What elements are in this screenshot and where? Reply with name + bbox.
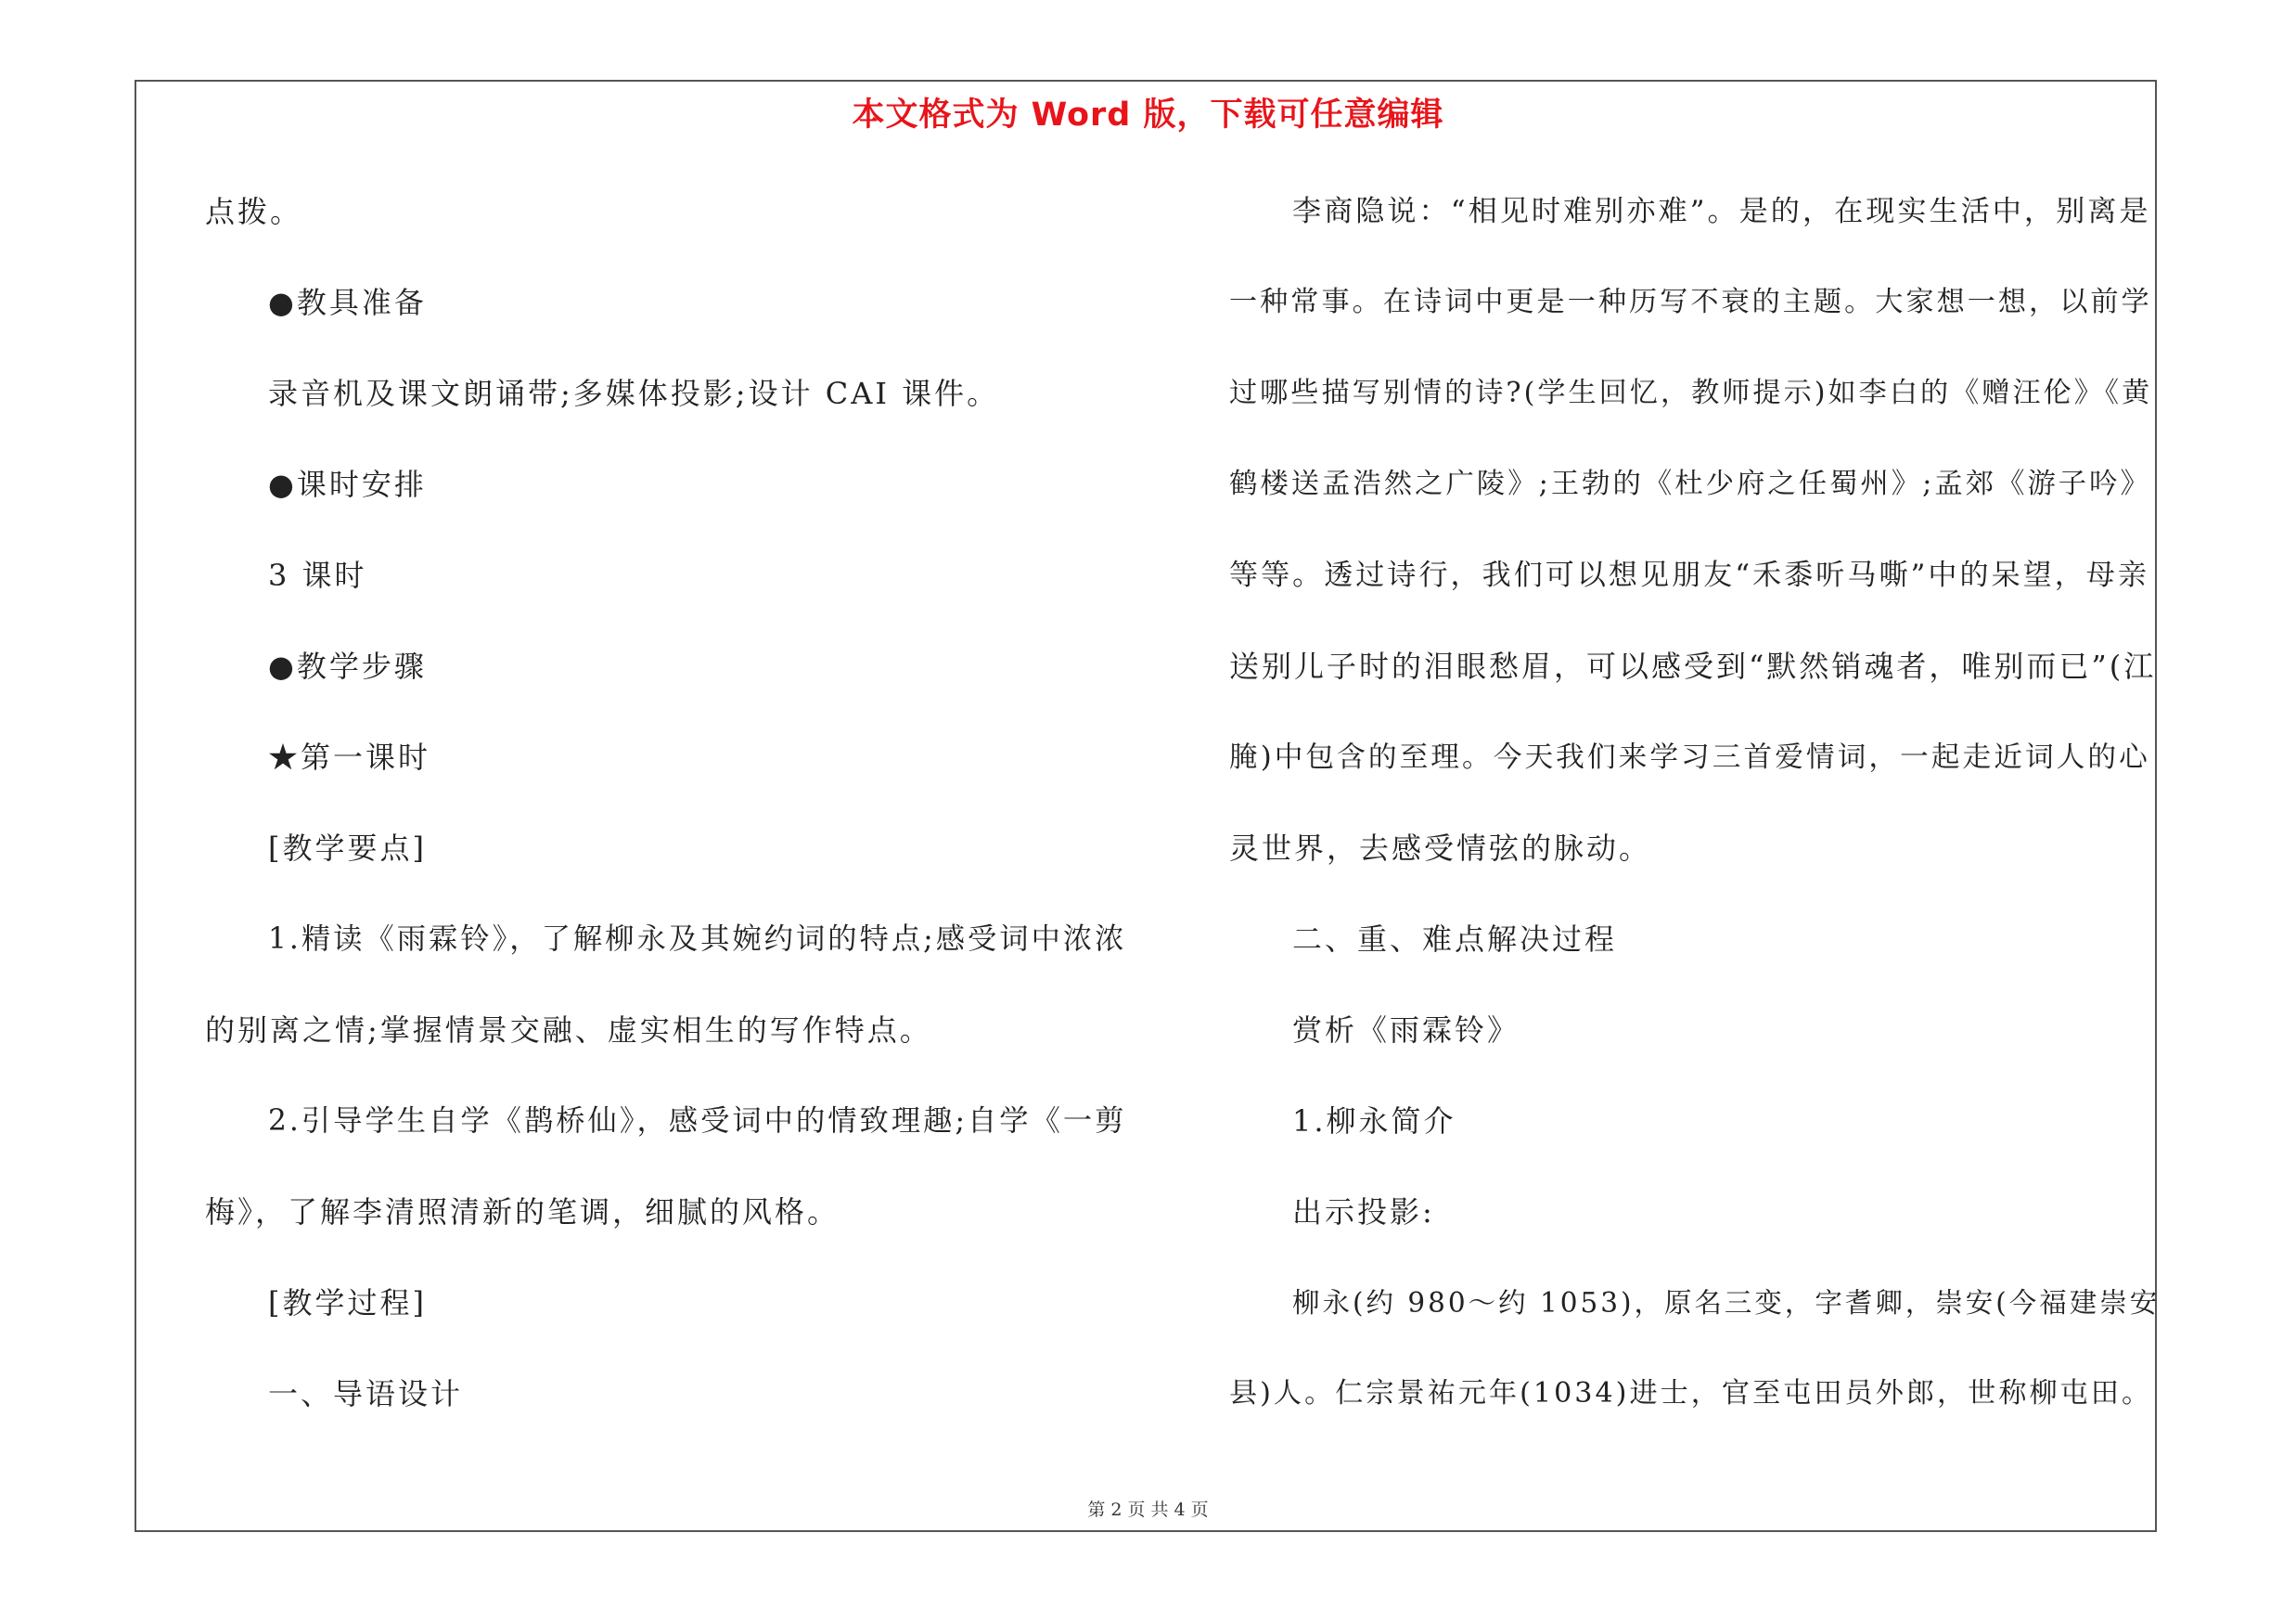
text-line: 李商隐说：“相见时难别亦难”。是的，在现实生活中，别离是 bbox=[1292, 195, 2151, 228]
text-line: 出示投影: bbox=[1292, 1194, 1435, 1230]
text-line: 送别儿子时的泪眼愁眉，可以感受到“默然销魂者，唯别而已”(江 bbox=[1229, 649, 2157, 684]
text-line: ●教学步骤 bbox=[268, 649, 427, 684]
text-line: 腌)中包含的至理。今天我们来学习三首爱情词，一起走近词人的心 bbox=[1229, 741, 2150, 774]
text-line: 赏析《雨霖铃》 bbox=[1292, 1012, 1520, 1048]
text-line: 灵世界，去感受情弦的脉动。 bbox=[1229, 831, 1652, 866]
page-number: 第 2 页 共 4 页 bbox=[1087, 1500, 1209, 1520]
text-line: 过哪些描写别情的诗?(学生回忆，教师提示)如李白的《赠汪伦》《黄 bbox=[1229, 377, 2153, 409]
text-line: 1.柳永简介 bbox=[1292, 1103, 1456, 1139]
text-line: 柳永(约 980～约 1053)，原名三变，字耆卿，崇安(今福建崇安 bbox=[1292, 1287, 2161, 1319]
text-line: 一种常事。在诗词中更是一种历写不衰的主题。大家想一想，以前学 bbox=[1229, 286, 2152, 318]
text-line: 3 课时 bbox=[268, 558, 367, 593]
text-line: 点拨。 bbox=[205, 194, 303, 229]
format-banner: 本文格式为 Word 版，下载可任意编辑 bbox=[852, 97, 1444, 134]
left-text-column bbox=[205, 186, 1133, 1459]
text-line: 二、重、难点解决过程 bbox=[1292, 921, 1618, 957]
text-line: ★第一课时 bbox=[268, 740, 431, 775]
text-line: 等等。透过诗行，我们可以想见朋友“禾黍听马嘶”中的呆望，母亲 bbox=[1229, 559, 2149, 592]
text-line: ●课时安排 bbox=[268, 467, 427, 502]
right-text-column bbox=[1229, 186, 2161, 1459]
text-line: 县)人。仁宗景祐元年(1034)进士，官至屯田员外郎，世称柳屯田。 bbox=[1229, 1377, 2153, 1410]
text-line: 一、导语设计 bbox=[268, 1376, 464, 1411]
text-line: 梅》，了解李清照清新的笔调，细腻的风格。 bbox=[205, 1194, 840, 1230]
text-line: ●教具准备 bbox=[268, 285, 427, 320]
text-line: 2.引导学生自学《鹊桥仙》，感受词中的情致理趣;自学《一剪 bbox=[268, 1104, 1127, 1138]
text-line: [教学过程] bbox=[268, 1285, 427, 1320]
text-line: 1.精读《雨霖铃》，了解柳永及其婉约词的特点;感受词中浓浓 bbox=[268, 922, 1127, 956]
text-line: 鹤楼送孟浩然之广陵》;王勃的《杜少府之任蜀州》;孟郊《游子吟》 bbox=[1229, 468, 2151, 500]
text-line: [教学要点] bbox=[268, 831, 427, 866]
text-line: 的别离之情;掌握情景交融、虚实相生的写作特点。 bbox=[205, 1012, 932, 1048]
text-line: 录音机及课文朗诵带;多媒体投影;设计 CAI 课件。 bbox=[268, 376, 1000, 411]
